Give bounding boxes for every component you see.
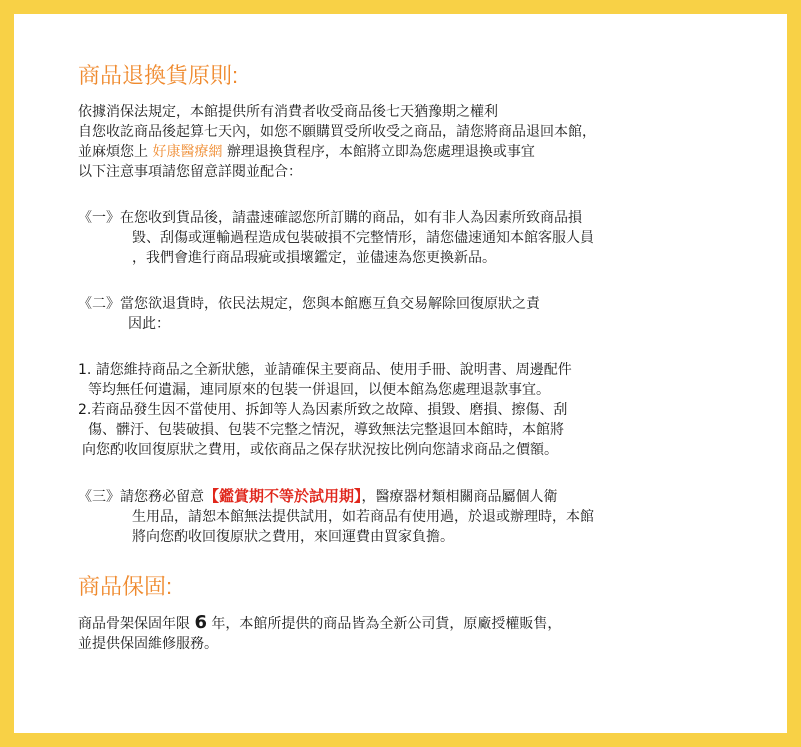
item-one-line: ，我們會進行商品瑕疵或損壞鑑定，並儘速為您更換新品。 xyxy=(132,250,496,266)
warranty-paragraph xyxy=(78,613,728,654)
list-item: 1. 請您維持商品之全新狀態，並請確保主要商品、使用手冊、說明書、周邊配件 xyxy=(78,362,572,378)
return-policy-heading: 商品退換貨原則: xyxy=(78,63,239,88)
list-item: 傷、髒汙、包裝破損、包裝不完整之情況，導致無法完整退回本館時，本館將 xyxy=(88,422,564,438)
item-one-line: 《一》在您收到貨品後，請盡速確認您所訂購的商品，如有非人為因素所致商品損 xyxy=(78,210,582,226)
site-name-link[interactable]: 好康醫療網 xyxy=(152,144,223,160)
item-three-line: 將向您酌收回復原狀之費用，來回運費由買家負擔。 xyxy=(132,529,454,545)
item-one-line: 毀、刮傷或運輸過程造成包裝破損不完整情形，請您儘速通知本館客服人員 xyxy=(132,230,594,246)
item-three-line xyxy=(78,486,728,507)
warranty-years: 6 xyxy=(194,612,207,633)
intro-line: 自您收訖商品後起算七天內，如您不願購買受所收受之商品，請您將商品退回本館， xyxy=(78,124,596,140)
item-one xyxy=(78,208,728,268)
intro-paragraph xyxy=(78,102,728,182)
item-three-text: ，醫療器材類相關商品屬個人衛 xyxy=(361,489,558,505)
intro-line: 依據消保法規定，本館提供所有消費者收受商品後七天猶豫期之權利 xyxy=(78,104,498,120)
warranty-line: 並提供保固維修服務。 xyxy=(78,636,218,652)
warranty-heading: 商品保固: xyxy=(78,574,173,599)
intro-text: 並麻煩您上 xyxy=(78,144,153,160)
item-three-line: 生用品，請恕本館無法提供試用，如若商品有使用過，於退或辦理時，本館 xyxy=(132,509,594,525)
list-item: 等均無任何遺漏，連同原來的包裝一併退回，以便本館為您處理退款事宜。 xyxy=(88,382,550,398)
item-three xyxy=(78,486,728,547)
item-three-text: 《三》請您務必留意 xyxy=(78,489,204,505)
item-two xyxy=(78,294,728,334)
list-item: 2.若商品發生因不當使用、拆卸等人為因素所致之故障、損毀、磨損、擦傷、刮 xyxy=(78,402,568,418)
numbered-list xyxy=(78,360,728,460)
policy-content xyxy=(78,62,728,680)
intro-line: 以下注意事項請您留意詳閱並配合： xyxy=(78,164,302,180)
item-two-line: 《二》當您欲退貨時，依民法規定，您與本館應互負交易解除回復原狀之責 xyxy=(78,296,540,312)
item-two-line: 因此： xyxy=(128,316,170,332)
warranty-text: 商品骨架保固年限 xyxy=(78,616,195,632)
warranty-line xyxy=(78,613,728,634)
intro-text: 辦理退換貨程序，本館將立即為您處理退換或事宜 xyxy=(222,144,535,160)
trial-period-warning: 【鑑賞期不等於試用期】 xyxy=(204,487,362,505)
warranty-text: 年，本館所提供的商品皆為全新公司貨，原廠授權販售， xyxy=(206,616,562,632)
list-item: 向您酌收回復原狀之費用，或依商品之保存狀況按比例向您請求商品之價額。 xyxy=(82,442,558,458)
intro-line xyxy=(78,142,728,162)
